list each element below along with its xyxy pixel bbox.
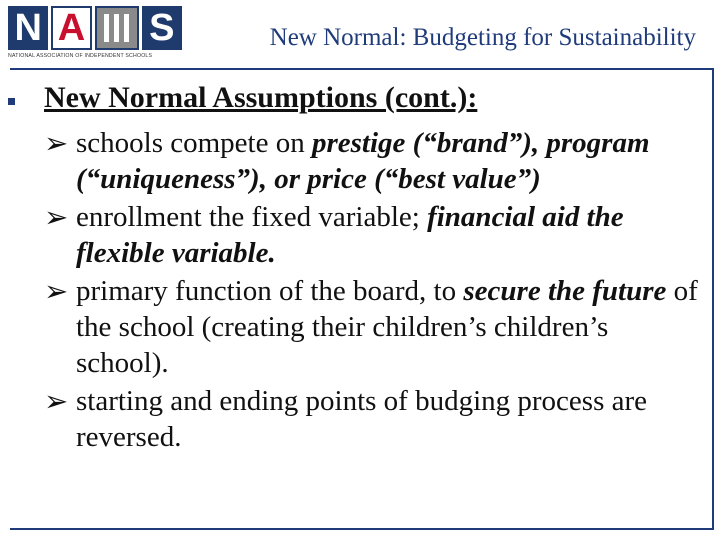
item-text: enrollment the fixed variable; (76, 201, 428, 233)
item-text: starting and ending points of budging process are reversed. (76, 385, 648, 453)
item-emphasis: prestige (“brand”), program (“uniqueness”), or price (“best value”) (76, 127, 650, 195)
arrow-bullet-icon: ➢ (44, 274, 69, 308)
item-text: primary function of the board, to (76, 275, 464, 307)
logo-tiles (8, 6, 182, 52)
list-item (44, 199, 704, 271)
arrow-bullet-icon: ➢ (44, 126, 69, 160)
list-item (44, 383, 704, 455)
assumptions-list (44, 125, 704, 457)
item-text: of the school (creating their children’s children’s school). (76, 275, 698, 379)
item-emphasis: secure the future (463, 275, 667, 307)
arrow-bullet-icon: ➢ (44, 384, 69, 418)
frame-right-border (712, 68, 714, 530)
logo-columns-icon (95, 6, 139, 50)
item-text: schools compete on (76, 127, 312, 159)
section-heading: New Normal Assumptions (cont.): (44, 81, 478, 114)
list-item (44, 273, 704, 381)
logo-letter-a: A (51, 6, 91, 50)
nais-logo (8, 6, 182, 62)
logo-caption: NATIONAL ASSOCIATION OF INDEPENDENT SCHOOLS (8, 53, 153, 59)
list-item (44, 125, 704, 197)
header-divider (10, 68, 712, 70)
square-bullet-icon (8, 98, 15, 105)
logo-letter-n: N (8, 6, 48, 50)
logo-letter-s: S (142, 6, 182, 50)
arrow-bullet-icon: ➢ (44, 200, 69, 234)
frame-bottom-border (10, 528, 714, 530)
slide-title: New Normal: Budgeting for Sustainability (269, 24, 696, 51)
item-emphasis: financial aid the flexible variable. (76, 201, 624, 269)
